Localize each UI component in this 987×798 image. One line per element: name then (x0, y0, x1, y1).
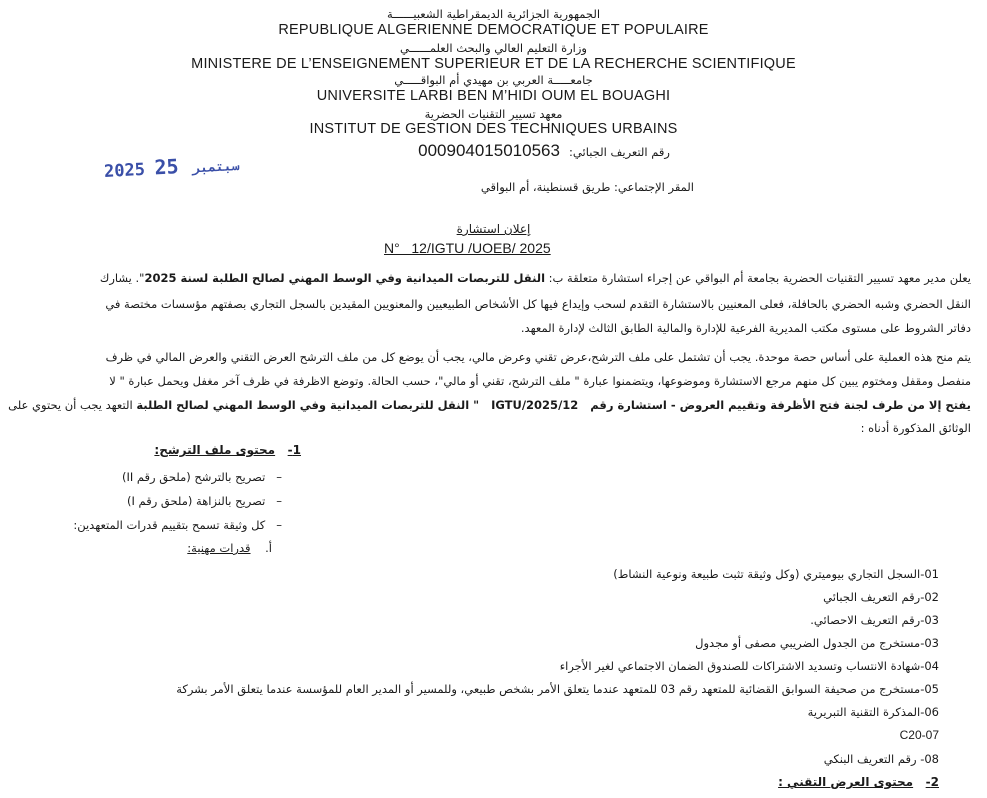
doc-item: C20-07 (899, 728, 939, 742)
republic-fr: REPUBLIQUE ALGERIENNE DEMOCRATIQUE ET POPULAIRE (278, 22, 709, 38)
section1-item: – تصريح بالنزاهة (ملحق رقم I) (126, 494, 282, 508)
section1-item: – تصريح بالترشح (ملحق رقم II) (121, 470, 282, 484)
section1-heading (154, 443, 301, 457)
subsection-a-title: قدرات مهنية: (187, 541, 251, 555)
stamp-month: سبتمبر (191, 158, 240, 177)
paragraph2-line3 (8, 400, 971, 412)
p1-subject: النقل للتربصات الميدانية وفي الوسط المهني لصالح الطلبة لسنة 2025 (144, 271, 546, 285)
address: المقر الإجتماعي: طريق قسنطينة، أم البواقي (480, 180, 694, 194)
announcement-title: إعلان استشارة (456, 222, 531, 236)
institute-ar: معهد تسيير التقنيات الحضرية (424, 107, 563, 121)
paragraph2-line2: منفصل ومقفل ومختوم يبين كل منهم مرجع الاستشارة وموضوعها، ويتضمنوا عبارة " ملف الترشح، تقني أو مالي"، حسب الحالة. وتوضع الاظرفة في ظرف آخر مغفل ويحمل عبارة " لا (109, 374, 971, 388)
date-stamp (103, 151, 243, 182)
paragraph2-line1: يتم منح هذه العملية على أساس حصة موحدة. يجب أن تشتمل على ملف الترشح،عرض تقني وعرض مالي، يجب أن يوضع كل من ملف الترشح العرض التقني والعرض المالي في ظرف (105, 350, 971, 364)
p1-post: ". يشارك (99, 271, 145, 285)
tax-id-value: 000904015010563 (418, 141, 560, 160)
university-fr: UNIVERSITE LARBI BEN M’HIDI OUM EL BOUAGHI (316, 88, 671, 104)
doc-item: 01-السجل التجاري بيوميتري (وكل وثيقة تثبت طبيعة ونوعية النشاط) (613, 567, 939, 581)
doc-item: 08- رقم التعريف البنكي (823, 752, 939, 766)
announcement-number: N° 12/IGTU /UOEB/ 2025 (384, 240, 551, 256)
institute-fr: INSTITUT DE GESTION DES TECHNIQUES URBAINS (309, 121, 678, 137)
doc-item: 06-المذكرة التقنية التبريرية (807, 705, 939, 719)
section2-heading (778, 775, 939, 789)
bullet: – (265, 470, 282, 484)
section1-item: – كل وثيقة تسمح بتقييم قدرات المتعهدين: (73, 518, 282, 532)
section2-title: محتوى العرض التقني : (778, 775, 914, 789)
p2-bold: يفتح إلا من طرف لجنة فتح الأظرفة وتقييم العروض - استشارة رقم 12/IGTU/2025 " النقل للتربصات الميدانية وفي الوسط المهني لصالح الطلبة (136, 398, 971, 412)
stamp-day: 25 (153, 154, 180, 180)
university-ar: جامعـــــة العربي بن مهيدي أم البواقـــــي (394, 73, 593, 87)
bullet: – (265, 518, 282, 532)
p2-post: التعهد يجب أن يحتوي على (8, 398, 137, 412)
doc-item: 02-رقم التعريف الجبائي (823, 590, 939, 604)
ministry-ar: وزارة التعليم العالي والبحث العلمــــــي (400, 41, 587, 55)
subsection-a-label: أ. (265, 541, 272, 555)
section1-title: محتوى ملف الترشح: (154, 443, 276, 457)
republic-ar: الجمهورية الجزائرية الديمقراطية الشعبيــــــة (386, 7, 601, 21)
tax-id (340, 141, 670, 161)
paragraph1-line2: النقل الحضري وشبه الحضري بالحافلة، فعلى المعنيين بالاستشارة التقدم لسحب وإيداع فيها كل الأشخاص الطبيعيين والمعنويين المقيدين بالسجل التجاري بصفتهم مؤسسات مختصة في (105, 297, 971, 311)
doc-item: 04-شهادة الانتساب وتسديد الاشتراكات للصندوق الضمان الاجتماعي لغير الأجراء (559, 659, 939, 673)
stamp-year: 2025 (103, 159, 146, 182)
subsection-a (187, 541, 272, 555)
doc-item: 03-مستخرج من الجدول الضريبي مصفى أو مجدول (695, 636, 939, 650)
section2-number: 2- (925, 775, 939, 789)
paragraph1-line1 (100, 273, 971, 285)
p1-pre: يعلن مدير معهد تسيير التقنيات الحضرية بجامعة أم البواقي عن إجراء استشارة متعلقة ب: (545, 271, 971, 285)
tax-id-label: رقم التعريف الجبائي: (569, 145, 670, 159)
paragraph1-line3: دفاتر الشروط على مستوى مكتب المديرية الفرعية للإدارة والمالية الطابق الثالث لإدارة المعهد. (520, 321, 971, 335)
paragraph2-line4: الوثائق المذكورة أدناه : (860, 421, 971, 435)
section1-number: 1- (287, 443, 301, 457)
bullet: – (265, 494, 282, 508)
doc-item: 05-مستخرج من صحيفة السوابق القضائية للمتعهد رقم 03 للمتعهد عندما يتعلق الأمر بشخص طبيعي، وللمسير أو المدير العام للمؤسسة عندما يتعلق الأمر بشركة (176, 682, 939, 696)
ministry-fr: MINISTERE DE L’ENSEIGNEMENT SUPERIEUR ET DE LA RECHERCHE SCIENTIFIQUE (191, 56, 796, 72)
doc-item: 03-رقم التعريف الاحصائي. (810, 613, 939, 627)
